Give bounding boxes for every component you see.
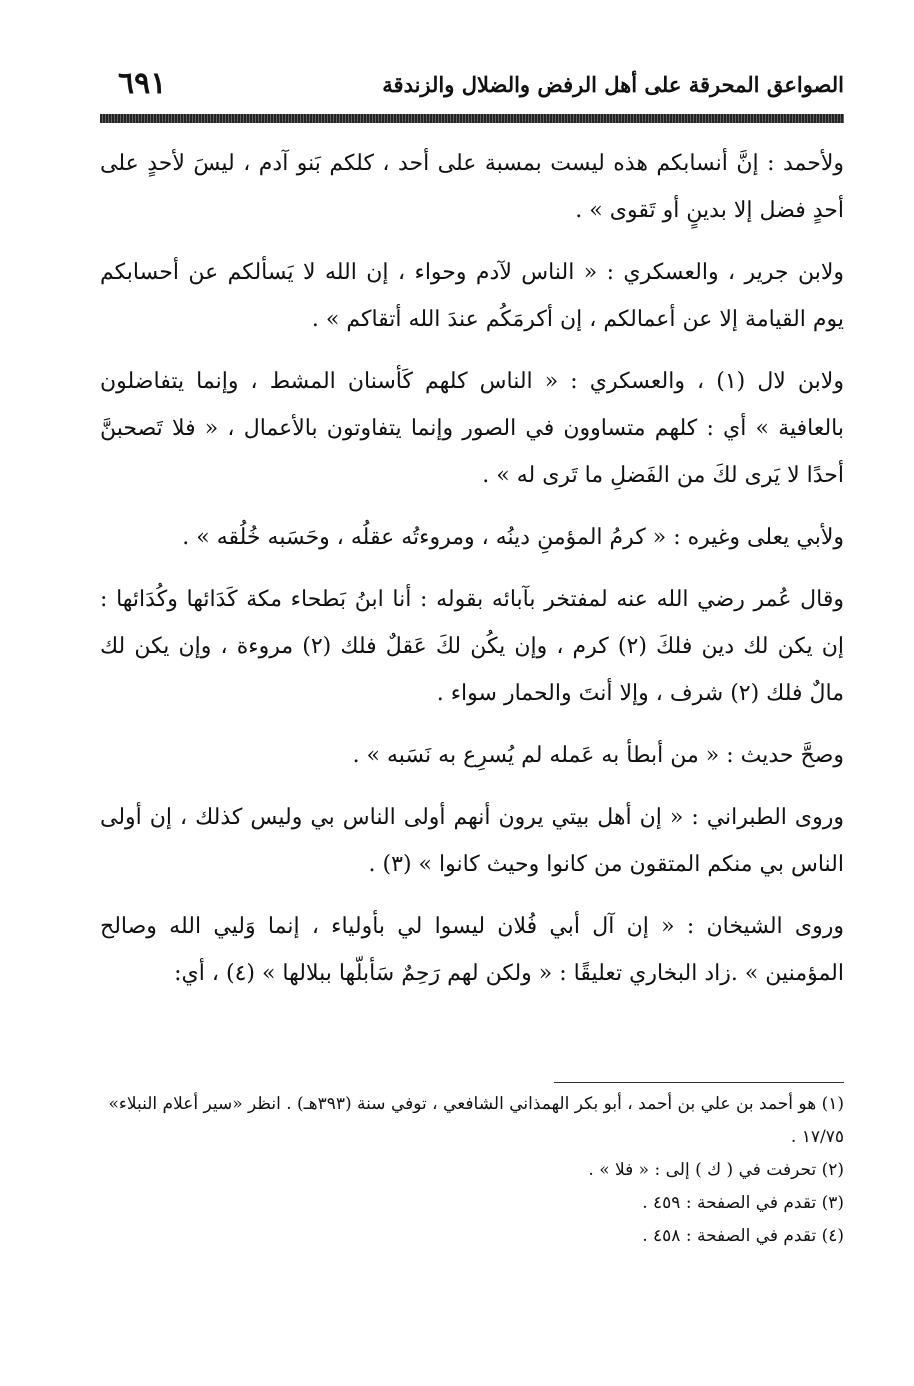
- main-text: [100, 140, 844, 1012]
- paragraph: وصحَّ حديث : « من أبطأ به عَمله لم يُسرِع به نَسَبه » .: [352, 743, 844, 768]
- paragraph: ولأحمد : إنَّ أنسابكم هذه ليست بمسبة على أحد ، كلكم بَنو آدم ، ليسَ لأحدٍ على أحدٍ فضل إلا بدينٍ أو تَقوى » .: [100, 151, 844, 223]
- footnote: (١) هو أحمد بن علي بن أحمد ، أبو بكر الهمذاني الشافعي ، توفي سنة (٣٩٣هـ) . انظر «سير أعلام النبلاء» ١٧/٧٥ .: [108, 1094, 844, 1147]
- footnote: (٣) تقدم في الصفحة : ٤٥٩ .: [642, 1193, 844, 1213]
- footnote-divider: [554, 1082, 844, 1083]
- paragraph: وقال عُمر رضي الله عنه لمفتخر بآبائه بقوله : أنا ابنُ بَطحاء مكة كَدَائها وكُدَائها : إن يكن لك دين فلكَ (٢) كرم ، وإن يكُن لكَ عَقلٌ فلك (٢) مروءة ، وإن يكن لك مالٌ فلك (٢) شرف ، وإلا أنتَ والحمار سواء .: [100, 587, 845, 706]
- page-header: [100, 62, 844, 114]
- running-title: الصواعق المحرقة على أهل الرفض والضلال والزندقة: [382, 72, 844, 97]
- paragraph: ولأبي يعلى وغيره : « كرمُ المؤمنِ دينُه ، ومروءتُه عقلُه ، وحَسَبه خُلُقه » .: [182, 525, 844, 550]
- footnote: (٤) تقدم في الصفحة : ٤٥٨ .: [642, 1226, 844, 1246]
- page-number: ٦٩١: [118, 66, 167, 101]
- paragraph: ولابن لال (١) ، والعسكري : « الناس كلهم كَأسنان المشط ، وإنما يتفاضلون بالعافية » أي : كلهم متساوون في الصور وإنما يتفاوتون بالأعمال ، « فلا تَصحبنَّ أحدًا لا يَرى لكَ من الفَضلِ ما تَرى له » .: [100, 369, 844, 488]
- footnote: (٢) تحرفت في ( ك ) إلى : « فلا » .: [588, 1160, 844, 1180]
- paragraph: ولابن جرير ، والعسكري : « الناس لآدم وحواء ، إن الله لا يَسألكم عن أحسابكم يوم القيامة إلا عن أعمالكم ، إن أكرمَكُم عندَ الله أتقاكم » .: [100, 260, 844, 332]
- paragraph: وروى الطبراني : « إن أهل بيتي يرون أنهم أولى الناس بي وليس كذلك ، إن أولى الناس بي منكم المتقون من كانوا وحيث كانوا » (٣) .: [100, 805, 844, 877]
- header-rule: [100, 114, 844, 123]
- paragraph: وروى الشيخان : « إن آل أبي فُلان ليسوا لي بأولياء ، إنما وَليي الله وصالح المؤمنين » .زاد البخاري تعليقًا : « ولكن لهم رَحِمٌ سَأبلّها ببلالها » (٤) ، أي:: [100, 914, 844, 986]
- footnotes: [100, 1088, 844, 1253]
